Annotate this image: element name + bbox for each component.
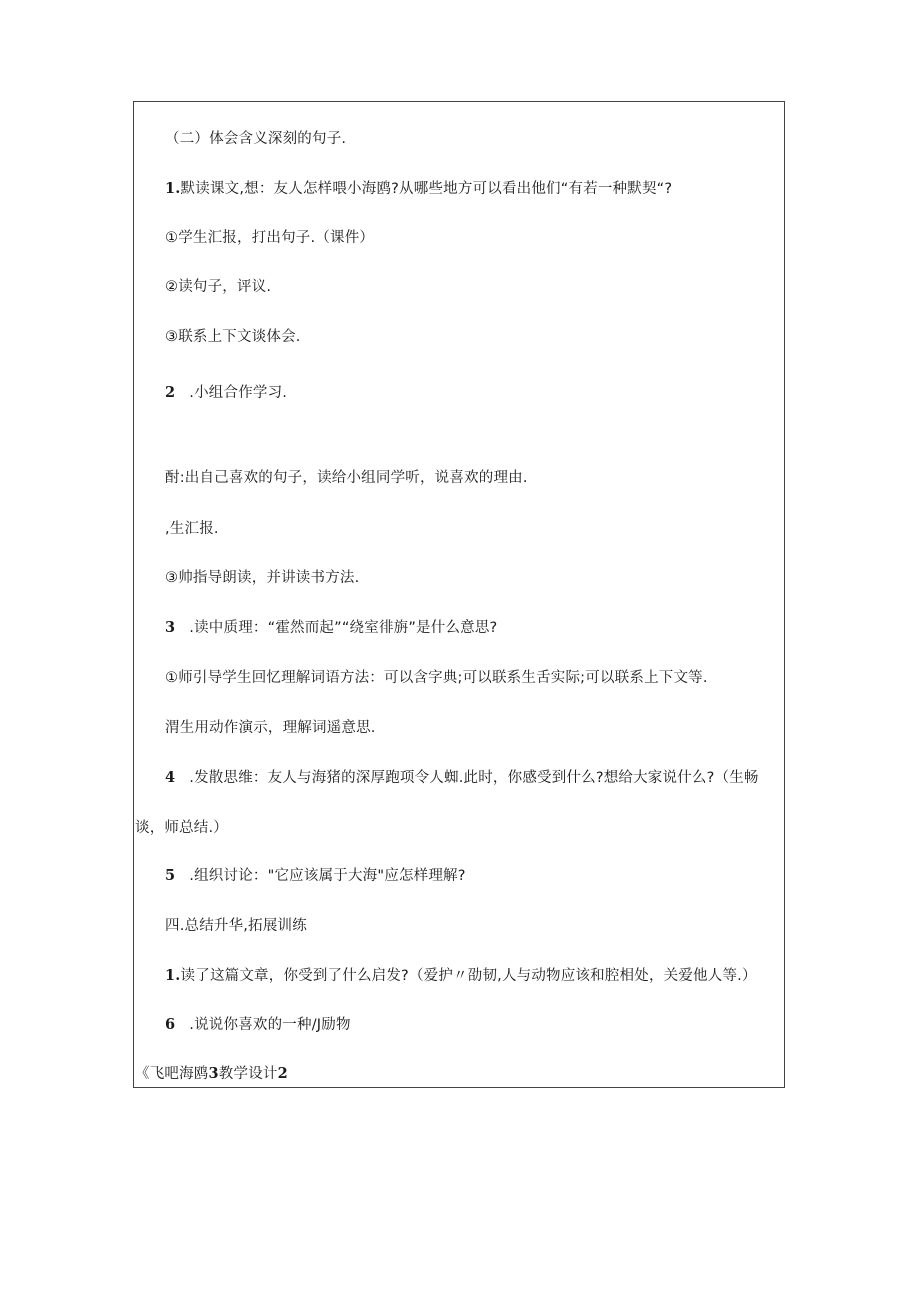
- sub-item: ②读句子，评议.: [165, 279, 272, 295]
- sub-item: ①学生汇报，打出句子.（课件）: [165, 230, 375, 246]
- section-heading: 四.总结升华,拓展训练: [165, 918, 307, 934]
- list-item-1: 1.读了这篇文章，你受到了什么启发?（爱护〃劭韧,人与动物应该和腔相处，关爱他人等.）: [165, 967, 757, 984]
- item-number: 3: [165, 619, 176, 636]
- list-item-4-continued: 谈，师总结.）: [135, 820, 229, 836]
- item-number: 1.: [165, 967, 181, 984]
- sub-item: ,生汇报.: [165, 521, 219, 537]
- sub-item: 酎:出自己喜欢的句子，读给小组同学听，说喜欢的理由.: [165, 470, 528, 486]
- sub-item: ①师引导学生回忆理解词语方法：可以含字典;可以联系生舌实际;可以联系上下文等.: [165, 670, 708, 686]
- sub-item: 渭生用动作演示，理解词遥意思.: [165, 720, 376, 736]
- item-number: 2: [165, 384, 176, 401]
- table-cell-border: [133, 101, 785, 1088]
- sub-item: ③联系上下文谈体会.: [165, 329, 301, 345]
- list-item-1: 1.默读课文,想：友人怎样喂小海鸥?从哪些地方可以看出他们“有若一种默契“?: [165, 180, 673, 197]
- item-number: 6: [165, 1016, 176, 1033]
- list-item-5: 5 .组织讨论："它应该属于大海"应怎样理解?: [165, 867, 466, 884]
- sub-item: ③帅指导朗读，并讲读书方法.: [165, 570, 360, 586]
- list-item-4: 4 .发散思维：友人与海猪的深厚跑项令人蜘.此时，你感受到什么?想给大家说什么?（生畅: [165, 769, 759, 786]
- list-item-2: 2 .小组合作学习.: [165, 384, 288, 401]
- list-item-3: 3 .读中质理：“霍然而起”“绕室徘旃”是什么意思?: [165, 619, 498, 636]
- list-item-6: 6 .说说你喜欢的一种/J励物: [165, 1016, 351, 1033]
- section-heading: （二）体会含义深刻的句子.: [165, 131, 347, 147]
- item-number: 1.: [165, 180, 181, 197]
- item-number: 4: [165, 769, 176, 786]
- item-number: 5: [165, 867, 176, 884]
- footer-title: 《飞吧海鸥3教学设计2: [135, 1065, 288, 1082]
